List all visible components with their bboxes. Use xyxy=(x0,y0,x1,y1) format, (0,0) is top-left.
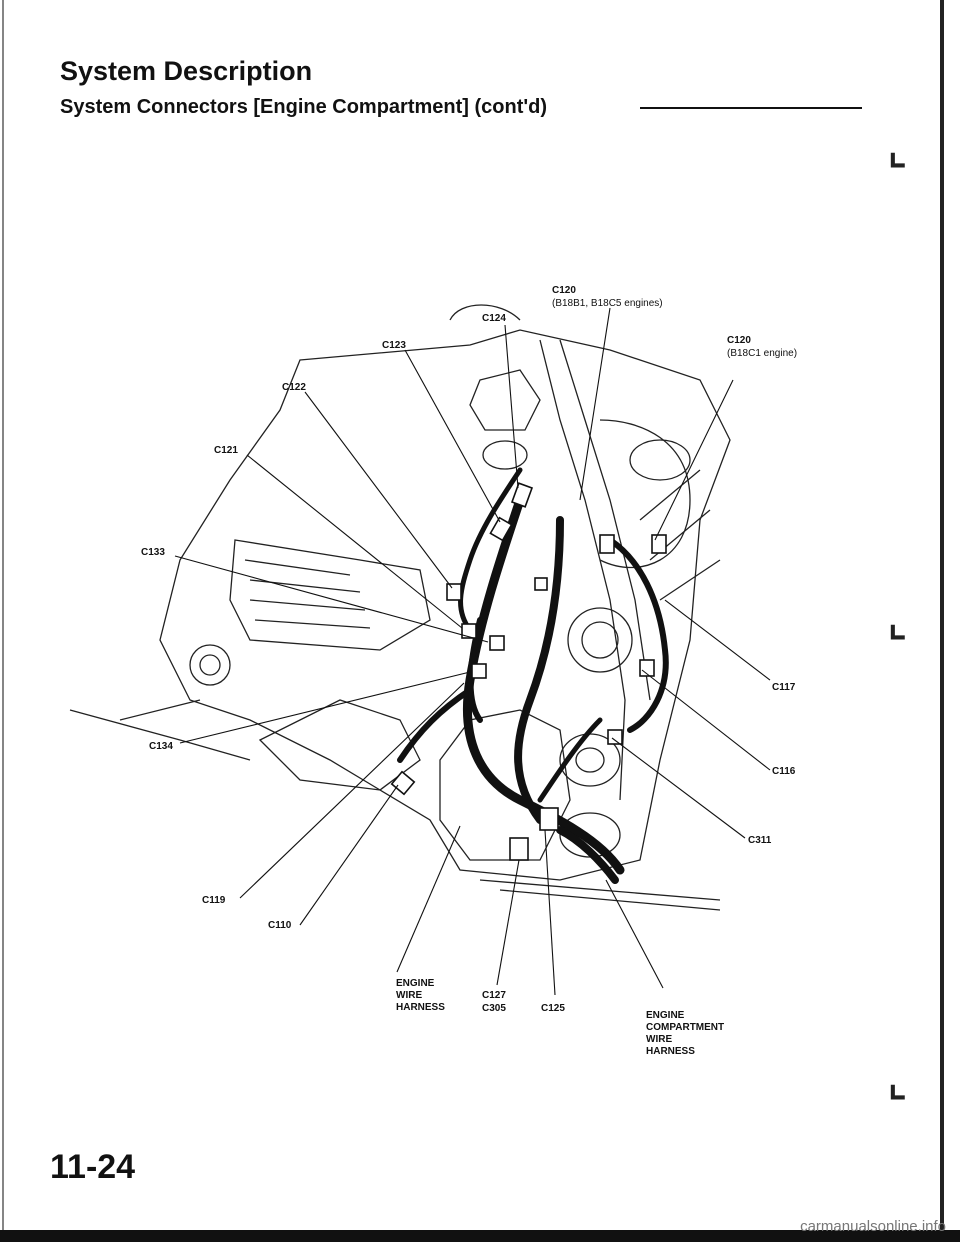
watermark: carmanualsonline.info xyxy=(800,1218,946,1235)
section-subtitle: System Connectors [Engine Compartment] (cont'd) xyxy=(60,96,548,118)
label-c120-right: C120 xyxy=(727,335,751,346)
engine-illustration xyxy=(70,305,730,910)
page-title: System Description xyxy=(60,56,313,86)
label-c125: C125 xyxy=(541,1003,565,1014)
label-c120-right-note: (B18C1 engine) xyxy=(727,348,798,359)
label-c122: C122 xyxy=(282,382,306,393)
label-c124: C124 xyxy=(482,313,506,324)
label-c127: C127 xyxy=(482,990,506,1001)
label-c121: C121 xyxy=(214,445,238,456)
label-engine-compartment-wire-harness: ENGINE COMPARTMENT WIRE HARNESS xyxy=(646,1010,725,1057)
label-c305: C305 xyxy=(482,1003,506,1014)
label-c116: C116 xyxy=(772,766,796,777)
binding-mark: ⌞ xyxy=(888,1061,907,1105)
label-c117: C117 xyxy=(772,682,796,693)
label-c120-top-note: (B18B1, B18C5 engines) xyxy=(552,298,663,309)
label-c119: C119 xyxy=(202,895,226,906)
label-c120-top: C120 xyxy=(552,285,576,296)
label-engine-wire-harness: ENGINE WIRE HARNESS xyxy=(396,978,445,1013)
label-c123: C123 xyxy=(382,340,406,351)
label-c311: C311 xyxy=(748,835,772,846)
binding-mark: ⌞ xyxy=(888,129,907,173)
page-number: 11-24 xyxy=(50,1148,136,1186)
label-c134: C134 xyxy=(149,741,173,752)
label-c133: C133 xyxy=(141,547,165,558)
label-c110: C110 xyxy=(268,920,292,931)
binding-mark: ⌞ xyxy=(888,601,907,645)
